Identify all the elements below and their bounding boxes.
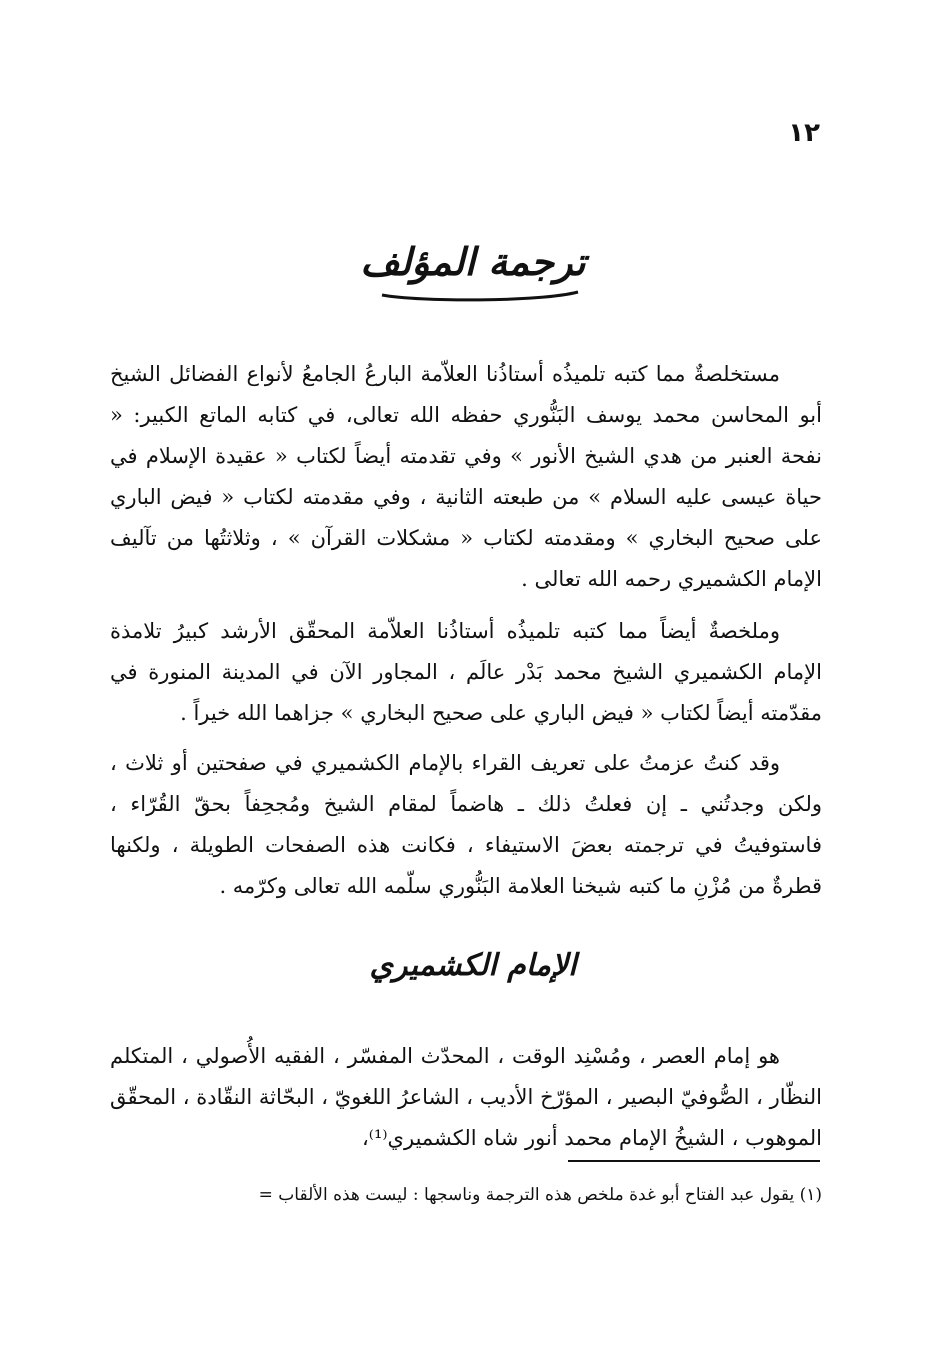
chapter-title: ترجمة المؤلف <box>360 240 586 284</box>
page-number: ١٢ <box>788 118 820 148</box>
paragraph-sources-2: وملخصةٌ أيضاً مما كتبه تلميذُه أستاذُنا العلاّمة المحقّق الأرشد كبيرُ تلامذة الإمام الكشميري الشيخ محمد بَدْر عالَم ، المجاور الآن في المدينة المنورة في مقدّمته أيضاً لكتاب « فيض الباري على صحيح البخاري » جزاهما الله خيراً . <box>110 619 822 725</box>
footnote: (١) يقول عبد الفتاح أبو غدة ملخص هذه الترجمة وناسجها : ليست هذه الألقاب = <box>258 1185 822 1205</box>
title-flourish-ornament <box>380 288 580 302</box>
paragraph-intent: وقد كنتُ عزمتُ على تعريف القراء بالإمام الكشميري في صفحتين أو ثلاث ، ولكن وجدتُني ـ إن فعلتُ ذلك ـ هاضماً لمقام الشيخ ومُجحِفاً بحقّ القُرّاء ، فاستوفيتُ في ترجمته بعضَ الاستيفاء ، فكانت هذه الصفحات الطويلة ، ولكنها قطرةٌ من مُزْنِ ما كتبه شيخنا العلامة البَنُّوري سلّمه الله تعالى وكرّمه . <box>110 751 822 898</box>
section-heading: الإمام الكشميري <box>369 948 577 983</box>
paragraph-biography: هو إمام العصر ، ومُسْنِد الوقت ، المحدّث المفسّر ، الفقيه الأُصولي ، المتكلم النظّار ، الصُّوفيّ البصير ، المؤرّخ الأديب ، الشاعرُ اللغويّ ، البحّاثة النقّادة ، المحقّق الموهوب ، الشيخُ الإمام محمد أنور شاه الكشميري⁽¹⁾، <box>110 1044 822 1150</box>
footnote-divider <box>568 1160 820 1162</box>
paragraph-sources-1: مستخلصةٌ مما كتبه تلميذُه أستاذُنا العلاّمة البارعُ الجامعُ لأنواع الفضائل الشيخ أبو المحاسن محمد يوسف البَنُّوري حفظه الله تعالى، في كتابه الماتع الكبير: « نفحة العنبر من هدي الشيخ الأنور » وفي تقدمته أيضاً لكتاب « عقيدة الإسلام في حياة عيسى عليه السلام » من طبعته الثانية ، وفي مقدمته لكتاب « فيض الباري على صحيح البخاري » ومقدمته لكتاب « مشكلات القرآن » ، وثلاثتُها من تآليف الإمام الكشميري رحمه الله تعالى . <box>110 362 822 591</box>
